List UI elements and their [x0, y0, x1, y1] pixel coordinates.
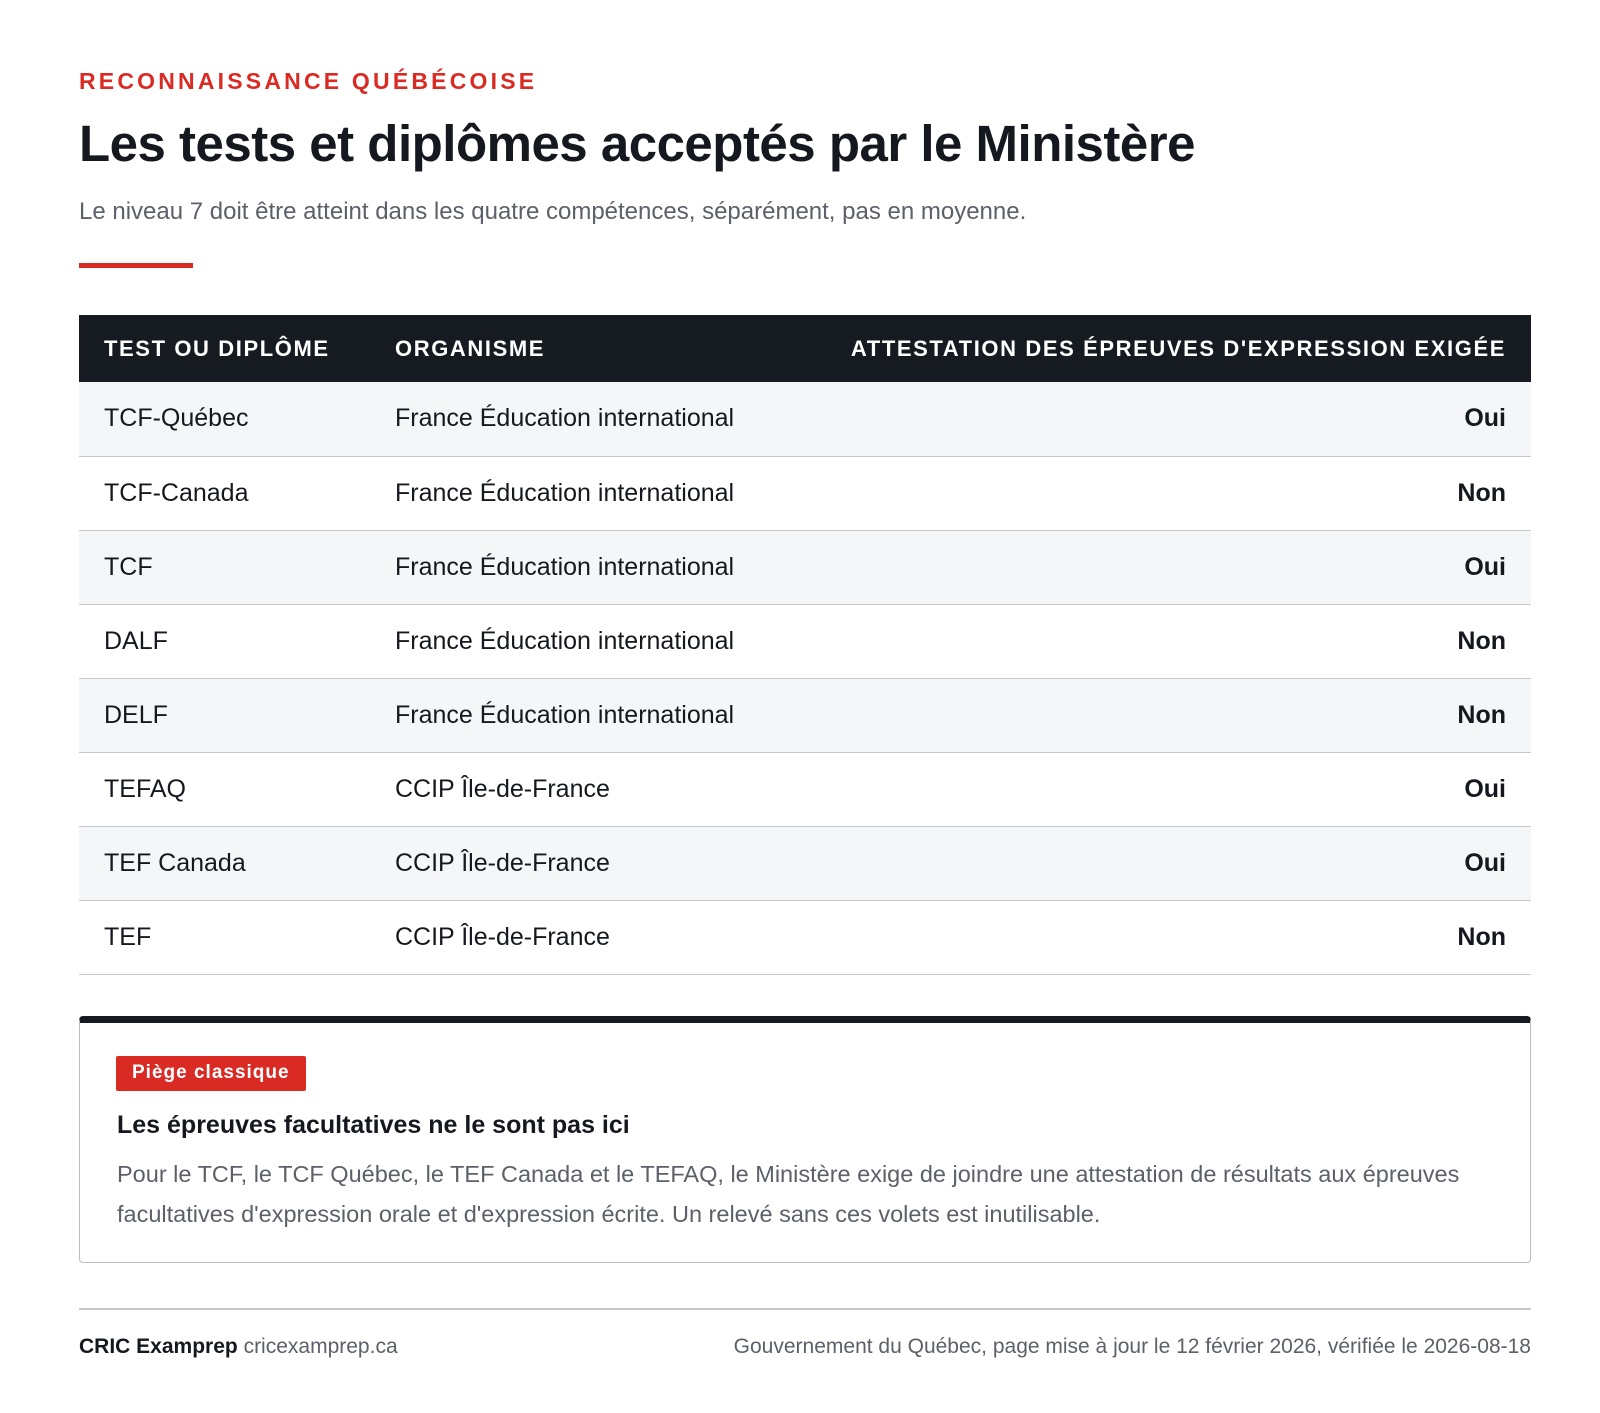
footer-brand — [79, 1335, 398, 1359]
column-header-test: TEST OU DIPLÔME — [104, 335, 330, 361]
accent-divider — [79, 263, 193, 268]
column-header-attestation: ATTESTATION DES ÉPREUVES D'EXPRESSION EXIGÉE — [850, 335, 1506, 361]
cell-organisme: CCIP Île-de-France — [395, 922, 610, 951]
cell-organisme: France Éducation international — [395, 404, 735, 433]
cell-attestation: Oui — [1464, 774, 1506, 803]
table-body — [79, 382, 1531, 974]
cell-organisme: France Éducation international — [395, 700, 735, 729]
cell-test: TEF Canada — [104, 848, 246, 877]
cell-organisme: CCIP Île-de-France — [395, 848, 610, 877]
page-subtitle: Le niveau 7 doit être atteint dans les quatre compétences, séparément, pas en moyenne. — [79, 198, 1027, 225]
cell-organisme: France Éducation international — [395, 552, 735, 581]
tests-table — [79, 315, 1531, 975]
cell-organisme: CCIP Île-de-France — [395, 774, 610, 803]
brand-site: cricexamprep.ca — [243, 1335, 398, 1358]
cell-test: TCF-Canada — [104, 478, 249, 507]
cell-attestation: Oui — [1464, 848, 1506, 877]
cell-test: TCF-Québec — [104, 404, 249, 433]
table-row — [79, 382, 1531, 456]
cell-attestation: Non — [1457, 922, 1506, 951]
table-row — [79, 826, 1531, 900]
footer-divider — [79, 1308, 1531, 1310]
cell-attestation: Non — [1457, 478, 1506, 507]
column-header-organisme: ORGANISME — [395, 335, 546, 361]
callout-text: Pour le TCF, le TCF Québec, le TEF Canada et le TEFAQ, le Ministère exige de joindre une attestation de résultats aux épreuves facultatives d'expression orale et d'expression écrite. Un relevé sans ces volets est inutilisable. — [117, 1161, 1460, 1227]
callout-badge: Piège classique — [116, 1056, 306, 1091]
cell-test: TEFAQ — [104, 774, 186, 803]
table-row — [79, 604, 1531, 678]
eyebrow-label: RECONNAISSANCE QUÉBÉCOISE — [79, 68, 538, 94]
cell-test: DELF — [104, 700, 168, 729]
cell-attestation: Non — [1457, 700, 1506, 729]
table-row — [79, 456, 1531, 530]
cell-test: DALF — [104, 626, 168, 655]
cell-organisme: France Éducation international — [395, 478, 735, 507]
table-row — [79, 900, 1531, 974]
page-title: Les tests et diplômes acceptés par le Ministère — [79, 115, 1195, 172]
table-header — [79, 315, 1531, 382]
brand-name: CRIC Examprep — [79, 1335, 238, 1358]
cell-attestation: Oui — [1464, 552, 1506, 581]
table-row — [79, 752, 1531, 826]
callout-title: Les épreuves facultatives ne le sont pas ici — [117, 1111, 630, 1139]
table-row — [79, 530, 1531, 604]
table-row — [79, 678, 1531, 752]
cell-attestation: Non — [1457, 626, 1506, 655]
footer-source: Gouvernement du Québec, page mise à jour le 12 février 2026, vérifiée le 2026-08-18 — [733, 1335, 1531, 1358]
table-header-row — [79, 315, 1531, 382]
warning-callout — [79, 1016, 1531, 1263]
cell-organisme: France Éducation international — [395, 626, 735, 655]
cell-test: TCF — [104, 552, 153, 581]
cell-attestation: Oui — [1464, 404, 1506, 433]
cell-test: TEF — [104, 922, 152, 951]
